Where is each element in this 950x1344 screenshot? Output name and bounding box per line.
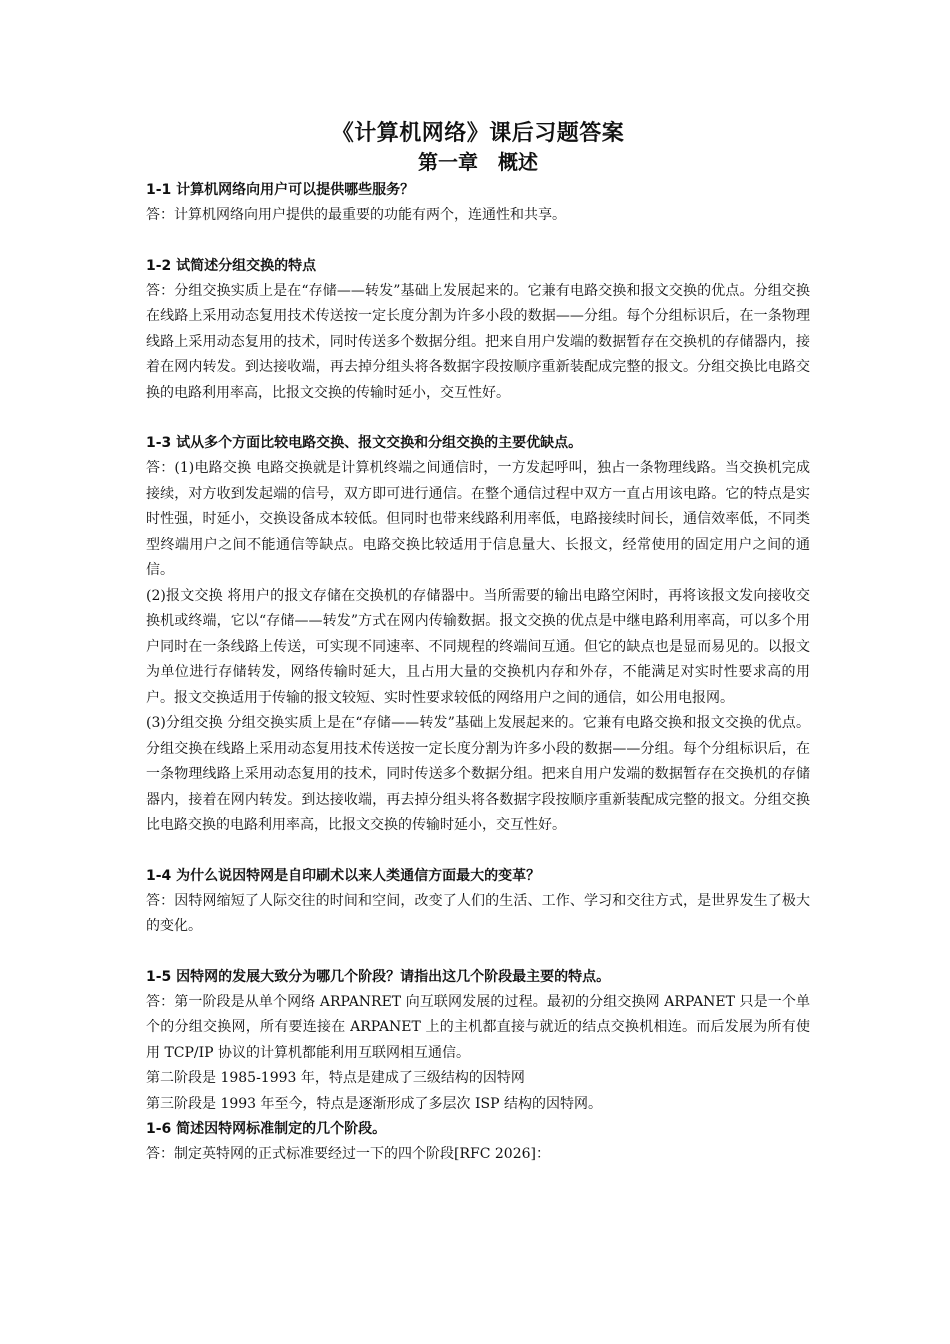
question-heading: 1-3 试从多个方面比较电路交换、报文交换和分组交换的主要优缺点。 — [146, 435, 583, 451]
question-heading: 1-4 为什么说因特网是自印刷术以来人类通信方面最大的变革？ — [146, 867, 541, 884]
question-section — [146, 254, 810, 407]
question-section — [146, 178, 810, 229]
answer-paragraph: 答：分组交换实质上是在“存储——转发”基础上发展起来的。它兼有电路交换和报文交换的优点。分组交换在线路上采用动态复用技术传送按一定长度分割为许多小段的数据——分组。每个分组标识后，在一条物理线路上采用动态复用的技术，同时传送多个数据分组。把来自用户发端的数据暂存在交换机的存储器内，接着在网内转发。到达接收端，再去掉分组头将各数据字段按顺序重新装配成完整的报文。分组交换比电路交换的电路利用率高，比报文交换的传输时延小，交互性好。 — [146, 282, 810, 401]
answer-paragraph: 第二阶段是 1985-1993 年，特点是建成了三级结构的因特网 — [146, 1070, 525, 1086]
answer-paragraph: 答：制定英特网的正式标准要经过一下的四个阶段[RFC 2026]： — [146, 1146, 550, 1162]
chapter-heading: 第一章 概述 — [418, 150, 538, 174]
answer-paragraph: 答：(1)电路交换 电路交换就是计算机终端之间通信时，一方发起呼叫，独占一条物理线路。当交换机完成接续，对方收到发起端的信号，双方即可进行通信。在整个通信过程中双方一直占用该电路。它的特点是实时性强，时延小，交换设备成本较低。但同时也带来线路利用率低，电路接续时间长，通信效率低，不同类型终端用户之间不能通信等缺点。电路交换比较适用于信息量大、长报文，经常使用的固定用户之间的通信。 — [146, 460, 810, 578]
blank-line — [146, 406, 810, 431]
question-heading: 1-5 因特网的发展大致分为哪几个阶段？请指出这几个阶段最主要的特点。 — [146, 968, 611, 985]
answer-paragraph: 答：计算机网络向用户提供的最重要的功能有两个，连通性和共享。 — [146, 207, 566, 223]
blank-line — [146, 940, 810, 965]
question-section — [146, 1117, 810, 1168]
question-heading: 1-6 简述因特网标准制定的几个阶段。 — [146, 1121, 387, 1137]
question-section — [146, 965, 810, 1118]
document-title: 《计算机网络》课后习题答案 — [331, 120, 625, 146]
document-page — [146, 118, 810, 1168]
blank-line — [146, 839, 810, 864]
answer-paragraph: 答：第一阶段是从单个网络 ARPANRET 向互联网发展的过程。最初的分组交换网 ARPANET 只是一个单个的分组交换网，所有要连接在 ARPANET 上的主机都直接与就近的结点交换机相连。而后发展为所有使用 TCP/IP 协议的计算机都能利用互联网相互通信。 — [146, 993, 810, 1061]
answer-paragraph: 答：因特网缩短了人际交往的时间和空间，改变了人们的生活、工作、学习和交往方式，是世界发生了极大的变化。 — [146, 892, 810, 934]
question-section — [146, 864, 810, 940]
question-heading: 1-1 计算机网络向用户可以提供哪些服务？ — [146, 182, 415, 198]
answer-paragraph: 第三阶段是 1993 年至今，特点是逐渐形成了多层次 ISP 结构的因特网。 — [146, 1095, 602, 1112]
question-section — [146, 431, 810, 839]
answer-paragraph: (2)报文交换 将用户的报文存储在交换机的存储器中。当所需要的输出电路空闲时，再将该报文发向接收交换机或终端，它以“存储——转发”方式在网内传输数据。报文交换的优点是中继电路利用率高，可以多个用户同时在一条线路上传送，可实现不同速率、不同规程的终端间互通。但它的缺点也是显而易见的。以报文为单位进行存储转发，网络传输时延大，且占用大量的交换机内存和外存，不能满足对实时性要求高的用户。报文交换适用于传输的报文较短、实时性要求较低的网络用户之间的通信，如公用电报网。 — [146, 587, 810, 706]
question-heading: 1-2 试简述分组交换的特点 — [146, 257, 317, 274]
blank-line — [146, 229, 810, 254]
answer-paragraph: (3)分组交换 分组交换实质上是在“存储——转发”基础上发展起来的。它兼有电路交换和报文交换的优点。分组交换在线路上采用动态复用技术传送按一定长度分割为许多小段的数据——分组。每个分组标识后，在一条物理线路上采用动态复用的技术，同时传送多个数据分组。把来自用户发端的数据暂存在交换机的存储器内，接着在网内转发。到达接收端，再去掉分组头将各数据字段按顺序重新装配成完整的报文。分组交换比电路交换的电路利用率高，比报文交换的传输时延小，交互性好。 — [146, 715, 810, 833]
